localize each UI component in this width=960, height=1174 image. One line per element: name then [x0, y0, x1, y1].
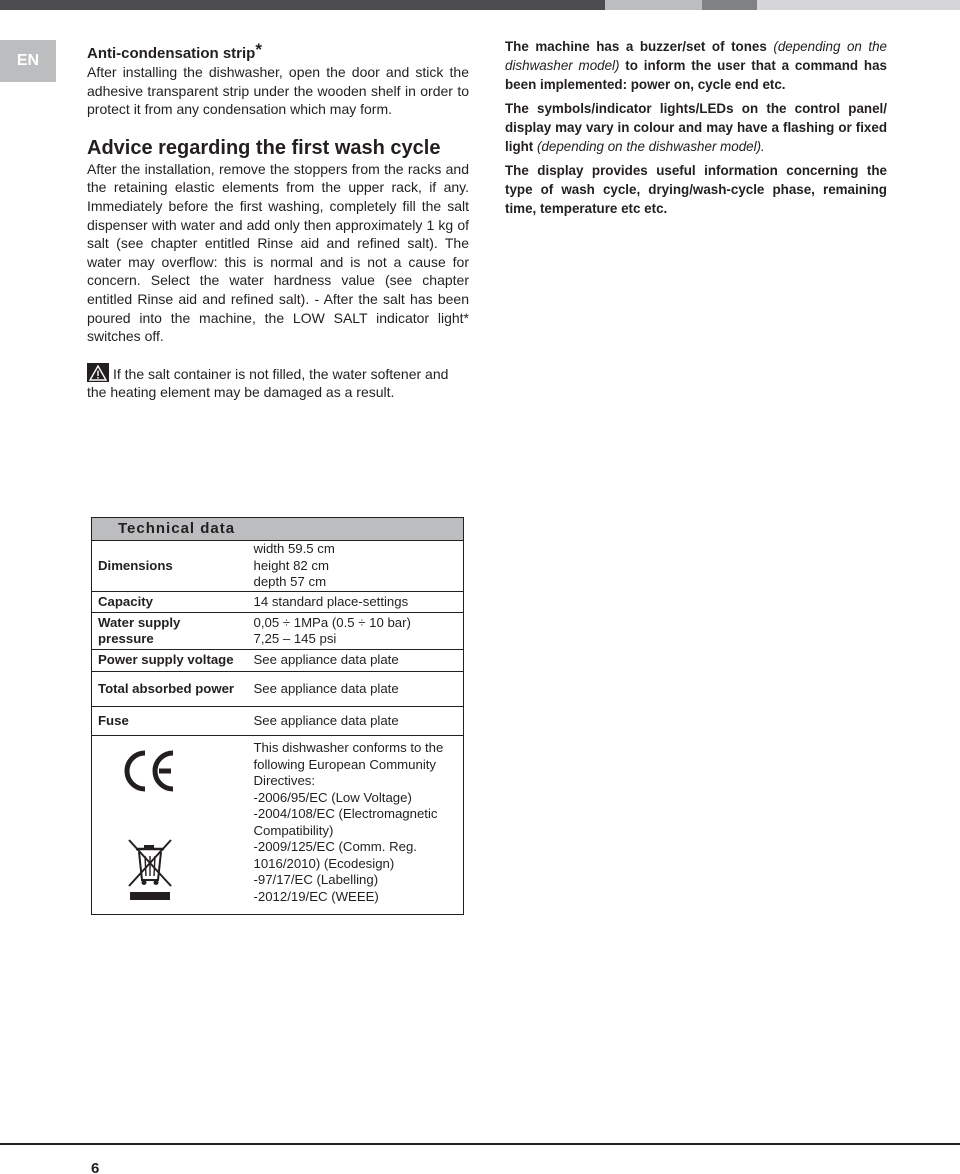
fuse-value: See appliance data plate: [248, 707, 464, 736]
top-bar-segment: [0, 0, 605, 10]
left-column: [87, 40, 469, 402]
buzzer-note: (depending on the dishwasher model): [505, 39, 888, 73]
capacity-label: Capacity: [92, 592, 248, 613]
conformity-line: -2012/19/EC (WEEE): [253, 888, 379, 904]
water-pressure-label-line: Water supply: [98, 614, 181, 630]
power-voltage-label: Power supply voltage: [92, 650, 248, 672]
conformity-line: This dishwasher conforms to the: [253, 740, 444, 755]
table-title: Technical data: [92, 518, 464, 541]
conformity-line: 1016/2010) (Ecodesign): [253, 855, 395, 871]
symbols-paragraph: [505, 99, 887, 156]
table-header-row: [92, 518, 464, 541]
dimensions-width: width 59.5 cm: [253, 541, 335, 557]
conformity-line: following European Community: [253, 756, 437, 772]
top-bar-segment: [757, 0, 960, 10]
strip-heading-text: Anti-condensation strip: [87, 45, 256, 62]
water-pressure-value: [248, 613, 464, 650]
footnote-asterisk: *: [255, 40, 262, 59]
capacity-value: 14 standard place-settings: [248, 592, 464, 613]
display-paragraph: The display provides useful information concerning the type of wash cycle, drying/wash-cycle phase, remaining time, temperature etc etc.: [505, 163, 887, 216]
advice-paragraph: After the installation, remove the stoppers from the racks and the retaining elastic elements from the upper rack, if any. Immediately before the first washing, completely fill the salt dispenser with water and add only then approximately 1 kg of salt (see chapter entitled Rinse aid and refined salt). The water may overflow: this is normal and is not a cause for concern. Select the water hardness value (see chapter entitled Rinse aid and refined salt). - After the salt has been poured into the machine, the LOW SALT indicator light* switches off.: [87, 160, 469, 345]
conformity-line: Compatibility): [253, 822, 334, 838]
water-pressure-label: [92, 613, 248, 650]
warning-note: [87, 363, 469, 402]
conformity-line: -2006/95/EC (Low Voltage): [253, 789, 412, 805]
water-pressure-value-line: 0,05 ÷ 1MPa (0.5 ÷ 10 bar): [253, 614, 411, 630]
conformity-line: -2009/125/EC (Comm. Reg.: [253, 839, 417, 854]
top-color-bar: [0, 0, 960, 10]
conformity-line: Directives:: [253, 773, 316, 788]
dimensions-height: height 82 cm: [253, 557, 330, 573]
dimensions-value: [248, 541, 464, 592]
technical-data-table: [91, 517, 464, 915]
power-voltage-value: See appliance data plate: [248, 650, 464, 672]
table-row-absorbed-power: [92, 672, 464, 707]
page-number: 6: [91, 1160, 100, 1174]
top-bar-segment: [702, 0, 757, 10]
dimensions-label: Dimensions: [92, 541, 248, 592]
table-row-water-pressure: [92, 613, 464, 650]
buzzer-paragraph: [505, 37, 887, 94]
advice-heading: Advice regarding the first wash cycle: [87, 136, 441, 159]
strip-heading: [87, 40, 469, 63]
table-row-dimensions: [92, 541, 464, 592]
warning-text: If the salt container is not filled, the water softener and the heating element may be damaged as a result.: [87, 365, 449, 401]
conformity-line: -2004/108/EC (Electromagnetic: [253, 806, 438, 821]
ce-mark-icon: [121, 749, 177, 793]
buzzer-text-end: to inform the user that a command has been implemented: power on, cycle end etc.: [505, 58, 887, 92]
table-row-power-voltage: [92, 650, 464, 672]
strip-paragraph: After installing the dishwasher, open the door and stick the adhesive transparent strip under the wooden shelf in order to protect it from any condensation which may form.: [87, 64, 469, 118]
language-tab: [0, 40, 56, 82]
conformity-line: -97/17/EC (Labelling): [253, 872, 379, 887]
warning-icon: [87, 363, 109, 382]
fuse-label: Fuse: [92, 707, 248, 736]
top-bar-segment: [605, 0, 702, 10]
absorbed-power-value: See appliance data plate: [248, 672, 464, 707]
certification-symbols: [92, 736, 248, 915]
right-column: [505, 37, 887, 223]
table-row-fuse: [92, 707, 464, 736]
water-pressure-value-line: 7,25 – 145 psi: [253, 631, 337, 646]
footer-rule: [0, 1143, 960, 1145]
weee-bin-icon: [125, 836, 179, 902]
dimensions-depth: depth 57 cm: [253, 574, 327, 590]
language-tab-label: EN: [16, 52, 40, 69]
table-row-conformity: [92, 736, 464, 915]
absorbed-power-label: Total absorbed power: [92, 672, 248, 707]
symbols-text: The symbols/indicator lights/LEDs on the control panel/ display may vary in colour and may have a flashing or fixed light: [505, 101, 887, 154]
symbols-note: (depending on the dishwasher model).: [536, 139, 765, 154]
conformity-statement: [248, 736, 464, 915]
table-row-capacity: [92, 592, 464, 613]
buzzer-text: The machine has a buzzer/set of tones: [505, 39, 774, 54]
water-pressure-label-line: pressure: [98, 631, 154, 646]
